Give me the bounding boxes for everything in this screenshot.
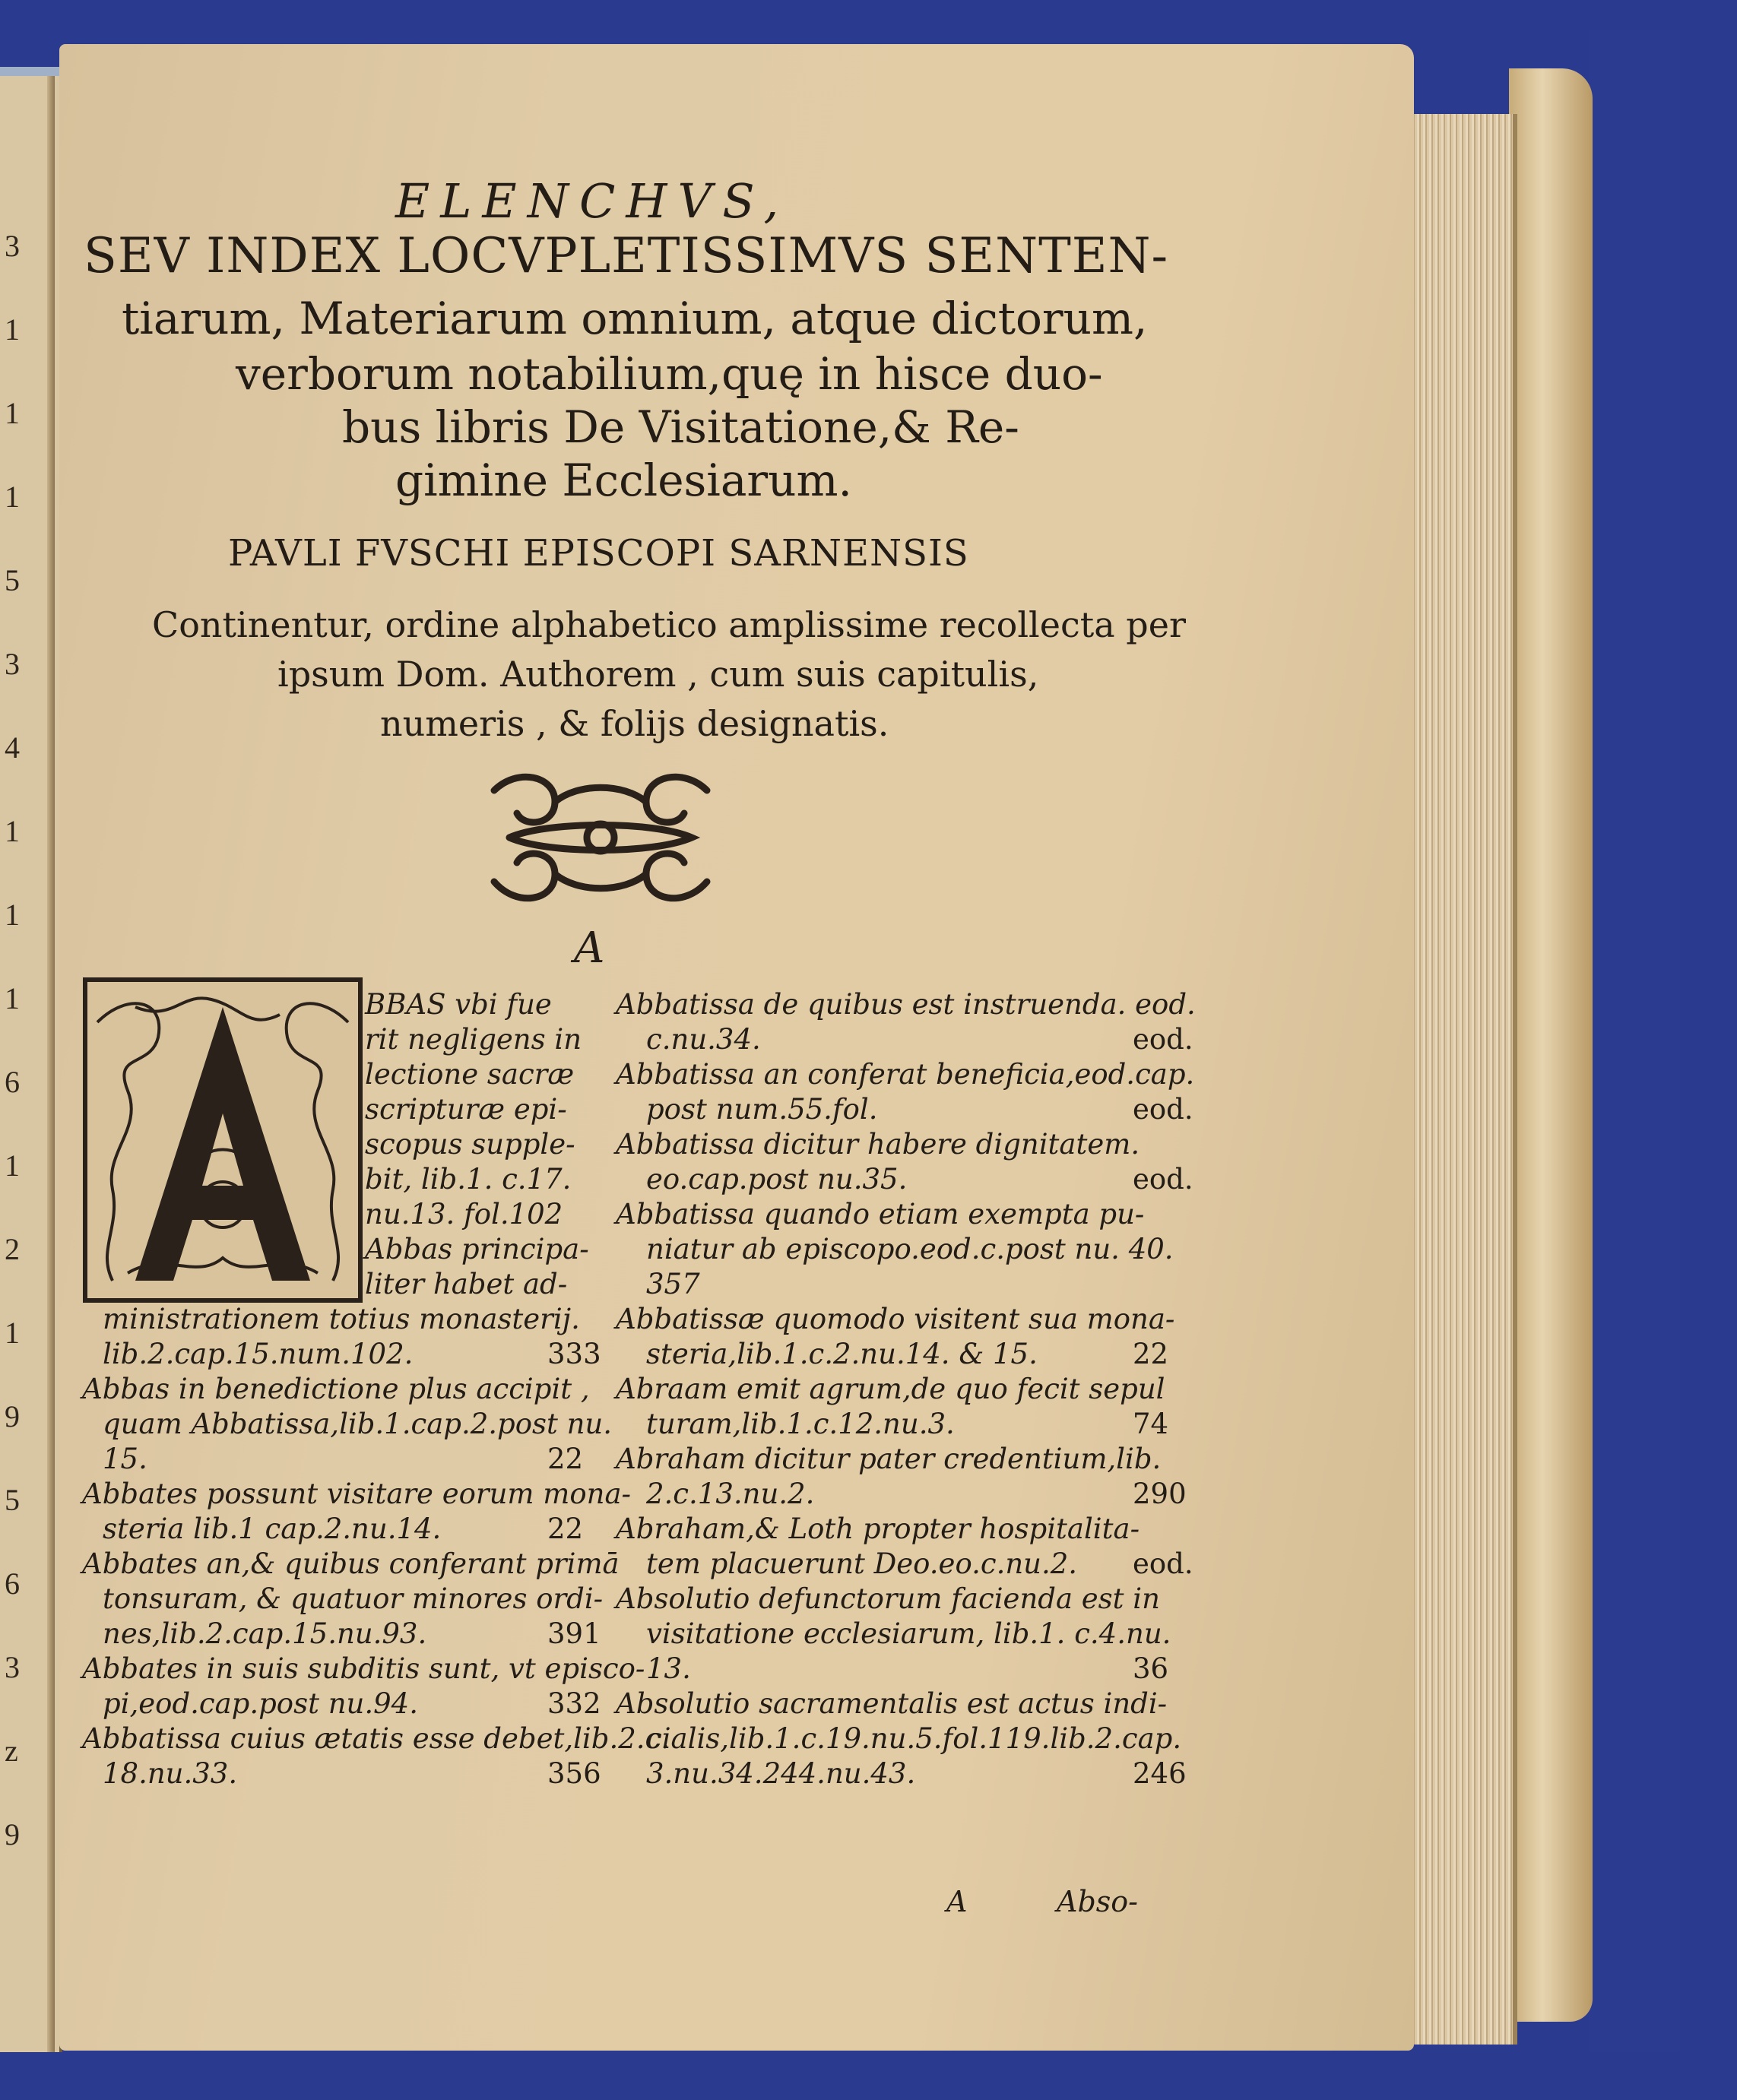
page-reference: 332 xyxy=(547,1687,601,1720)
page-reference: 290 xyxy=(1133,1478,1187,1510)
index-entry: pi,eod.cap.post nu.94. xyxy=(103,1687,418,1720)
index-entry: Abbas principa- xyxy=(365,1233,589,1265)
index-entry: 15. xyxy=(103,1443,147,1475)
index-entry: rit negligens in xyxy=(365,1023,582,1056)
index-entry: ministrationem totius monasterij. xyxy=(103,1303,580,1335)
index-entry: Abbatissa an conferat beneficia,eod.cap. xyxy=(616,1058,1195,1091)
margin-mark: 5 xyxy=(5,563,20,597)
index-entry: lectione sacræ xyxy=(365,1058,575,1091)
margin-mark: 1 xyxy=(5,480,20,514)
page-reference: 22 xyxy=(547,1512,584,1545)
index-entry: nu.13. fol.102 xyxy=(365,1198,563,1231)
page-reference: eod. xyxy=(1133,1023,1193,1056)
margin-mark: 1 xyxy=(5,814,20,848)
index-entry: liter habet ad- xyxy=(365,1268,568,1300)
index-entry: lib.2.cap.15.num.102. xyxy=(103,1338,414,1370)
index-entry: 3.nu.34.244.nu.43. xyxy=(646,1757,916,1790)
index-entry: Abraam emit agrum,de quo fecit sepul xyxy=(616,1373,1165,1405)
index-entry: Abbatissa dicitur habere dignitatem. xyxy=(616,1128,1140,1161)
margin-mark: 2 xyxy=(5,1232,20,1266)
index-entry: c.nu.34. xyxy=(646,1023,761,1056)
index-entry: tem placuerunt Deo.eo.c.nu.2. xyxy=(646,1547,1078,1580)
contents-line-2: ipsum Dom. Authorem , cum suis capitulis, xyxy=(277,654,1039,695)
index-entry: quam Abbatissa,lib.1.cap.2.post nu. xyxy=(103,1408,613,1440)
index-entry: 357 xyxy=(646,1268,700,1300)
margin-mark: 6 xyxy=(5,1065,20,1099)
index-entry: Absolutio defunctorum facienda est in xyxy=(616,1582,1160,1615)
page-reference: eod. xyxy=(1133,1093,1193,1126)
index-entry: tonsuram, & quatuor minores ordi- xyxy=(103,1582,604,1615)
page-reference: 356 xyxy=(547,1757,601,1790)
title-index: SEV INDEX LOCVPLETISSIMVS SENTEN- xyxy=(84,228,1169,284)
margin-mark: 1 xyxy=(5,981,20,1015)
cover-edge xyxy=(1509,68,1593,2022)
index-entry: Abbates possunt visitare eorum mona- xyxy=(82,1478,632,1510)
margin-mark: z xyxy=(5,1734,18,1768)
decorated-initial-a xyxy=(82,977,363,1303)
index-entry: Abbatissa cuius ætatis esse debet,lib.2.c. xyxy=(82,1722,670,1755)
left-margin-marks xyxy=(0,76,59,2052)
index-entry: Abraham dicitur pater credentium,lib. xyxy=(616,1443,1162,1475)
index-entry: Abbatissæ quomodo visitent sua mona- xyxy=(616,1303,1175,1335)
margin-mark: 1 xyxy=(5,312,20,347)
index-entry: bit, lib.1. c.17. xyxy=(365,1163,572,1196)
margin-mark: 1 xyxy=(5,1148,20,1183)
page-reference: eod. xyxy=(1133,1547,1193,1580)
margin-mark: 9 xyxy=(5,1399,20,1433)
page-reference: 36 xyxy=(1133,1652,1169,1685)
index-entry: Abbates in suis subditis sunt, vt episco- xyxy=(82,1652,645,1685)
index-entry: scripturæ epi- xyxy=(365,1093,567,1126)
page-reference: 22 xyxy=(547,1443,584,1475)
index-entry: 18.nu.33. xyxy=(103,1757,238,1790)
index-entry: scopus supple- xyxy=(365,1128,575,1161)
left-page-edge xyxy=(0,76,62,2052)
title-line-6: gimine Ecclesiarum. xyxy=(395,455,852,506)
index-entry: nes,lib.2.cap.15.nu.93. xyxy=(103,1617,427,1650)
margin-mark: 5 xyxy=(5,1483,20,1517)
margin-mark: 4 xyxy=(5,730,20,765)
margin-mark: 3 xyxy=(5,229,20,263)
index-entry: Abraham,& Loth propter hospitalita- xyxy=(616,1512,1140,1545)
index-entry: visitatione ecclesiarum, lib.1. c.4.nu. xyxy=(646,1617,1171,1650)
margin-mark: 1 xyxy=(5,396,20,430)
catchword: Abso- xyxy=(1057,1885,1138,1918)
background xyxy=(1589,30,1680,2052)
index-entry: turam,lib.1.c.12.nu.3. xyxy=(646,1408,955,1440)
index-entry: niatur ab episcopo.eod.c.post nu. 40. xyxy=(646,1233,1174,1265)
page-reference: 333 xyxy=(547,1338,601,1370)
index-entry: 13. xyxy=(646,1652,691,1685)
index-entry: Abbas in benedictione plus accipit , xyxy=(82,1373,590,1405)
index-entry: steria lib.1 cap.2.nu.14. xyxy=(103,1512,442,1545)
title-line-3: tiarum, Materiarum omnium, atque dictorum, xyxy=(122,293,1148,344)
author-line: PAVLI FVSCHI EPISCOPI SARNENSIS xyxy=(228,532,969,575)
margin-mark: 1 xyxy=(5,1316,20,1350)
title-elenchus: ELENCHVS, xyxy=(395,173,790,229)
fleuron-ornament xyxy=(471,768,730,908)
page-reference: 74 xyxy=(1133,1408,1169,1440)
contents-line-3: numeris , & folijs designatis. xyxy=(380,703,889,744)
index-entry: eo.cap.post nu.35. xyxy=(646,1163,908,1196)
index-entry: Abbatissa de quibus est instruenda. eod. xyxy=(616,988,1196,1021)
margin-mark: 3 xyxy=(5,1650,20,1684)
index-entry: cialis,lib.1.c.19.nu.5.fol.119.lib.2.cap. xyxy=(646,1722,1182,1755)
index-entry: Abbates an,& quibus conferant primā xyxy=(82,1547,620,1580)
index-entry: post num.55.fol. xyxy=(646,1093,878,1126)
index-entry: Abbatissa quando etiam exempta pu- xyxy=(616,1198,1145,1231)
page-reference: 246 xyxy=(1133,1757,1187,1790)
margin-mark: 9 xyxy=(5,1817,20,1851)
page-reference: 22 xyxy=(1133,1338,1169,1370)
signature-mark: A xyxy=(946,1885,968,1918)
margin-mark: 1 xyxy=(5,898,20,932)
margin-mark: 6 xyxy=(5,1566,20,1601)
section-letter: A xyxy=(574,923,605,973)
page-reference: 391 xyxy=(547,1617,601,1650)
index-entry: BBAS vbi fue xyxy=(365,988,552,1021)
index-entry: steria,lib.1.c.2.nu.14. & 15. xyxy=(646,1338,1038,1370)
index-entry: Absolutio sacramentalis est actus indi- xyxy=(616,1687,1168,1720)
margin-mark: 3 xyxy=(5,647,20,681)
index-entry: 2.c.13.nu.2. xyxy=(646,1478,815,1510)
title-line-5: bus libris De Visitatione,& Re- xyxy=(342,401,1019,453)
contents-line-1: Continentur, ordine alphabetico amplissime recollecta per xyxy=(152,604,1186,645)
title-line-4: verborum notabilium,quę in hisce duo- xyxy=(236,348,1103,400)
page-reference: eod. xyxy=(1133,1163,1193,1196)
